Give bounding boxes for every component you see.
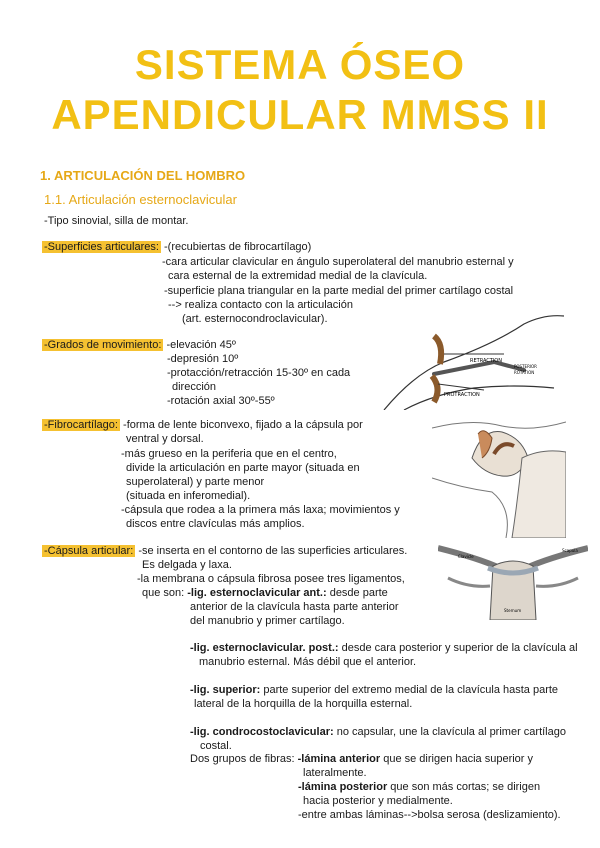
fibro-line-7: -cápsula que rodea a la primera más laxa; movimientos y: [121, 504, 400, 516]
page-title: [0, 40, 600, 140]
rib-outline: [432, 478, 507, 538]
fibro-line-1: [42, 418, 363, 432]
lamina-posterior-text: que son más cortas; se dirigen: [387, 781, 541, 793]
lig-sup-text: parte superior del extremo medial de la clavícula hasta parte: [260, 684, 559, 696]
lig-condro-line-5: [298, 780, 540, 794]
superficies-line-2: -cara articular clavicular en ángulo superolateral del manubrio esternal y: [162, 256, 514, 268]
ligaments-figure: [438, 538, 588, 620]
superficies-line-4: -superficie plana triangular en la parte medial del primer cartílago costal: [164, 285, 514, 297]
section-heading: 1. ARTICULACIÓN DEL HOMBRO: [40, 168, 246, 183]
fibro-line-4: divide la articulación en parte mayor (situada en: [126, 462, 360, 474]
fibro-text-1: -forma de lente biconvexo, fijado a la cápsula por: [119, 419, 363, 431]
fibro-label: -Fibrocartílago:: [44, 419, 118, 431]
capsula-line-1: [42, 544, 407, 558]
grados-line-2: -depresión 10º: [167, 353, 239, 365]
lig-sup-line-2: lateral de la horquilla de la horquilla esternal.: [194, 698, 413, 710]
subsection-heading: 1.1. Articulación esternoclavicular: [44, 192, 237, 207]
title-line-2: APENDICULAR MMSS II: [51, 91, 549, 138]
fibro-line-8: discos entre clavículas más amplios.: [126, 518, 305, 530]
lig-condro-line-4: lateralmente.: [303, 767, 367, 779]
lig-condro-line-1: [190, 725, 566, 739]
scapula-label: Scapula: [562, 548, 578, 553]
capsula-text-4c: desde parte: [326, 587, 388, 599]
fibro-line-3: -más grueso en la periferia que en el centro,: [121, 448, 337, 460]
superficies-label: -Superficies articulares:: [44, 241, 159, 253]
protraction-label: PROTRACTION: [444, 392, 480, 398]
protraction-line: [438, 384, 484, 390]
clavicle-outline: [432, 422, 566, 428]
lig-post-text: desde cara posterior y superior de la clavícula al: [338, 642, 578, 654]
fiber-groups-intro: Dos grupos de fibras:: [190, 753, 298, 765]
lig-post-line-1: [190, 641, 578, 655]
clavicle-label: Clavicle: [458, 554, 474, 559]
grados-line-4: dirección: [172, 381, 217, 393]
superficies-line-6: (art. esternocondroclavicular).: [182, 313, 328, 325]
grados-label: -Grados de movimiento:: [44, 339, 162, 351]
lig-post-line-2: manubrio esternal. Más débil que el anterior.: [199, 656, 417, 668]
lig-condro-line-6: hacia posterior y medialmente.: [303, 795, 453, 807]
lig-esternoclavicular-ant: -lig. esternoclavicular ant.:: [187, 587, 327, 599]
superficies-line-3: cara esternal de la extremidad medial de la clavícula.: [168, 270, 428, 282]
capsula-line-6: del manubrio y primer cartílago.: [190, 615, 345, 627]
fibro-line-5: superolateral) y parte menor: [126, 476, 265, 488]
capsula-text-1: -se inserta en el contorno de las superficies articulares.: [135, 545, 408, 557]
lamina-anterior-title: -lámina anterior: [297, 753, 381, 765]
grados-text-1: -elevación 45º: [163, 339, 236, 351]
lig-condro-line-2: costal.: [200, 740, 232, 752]
sternum-label: Sternum: [504, 608, 522, 613]
retraction-label: RETRACTION: [470, 358, 502, 364]
lamina-posterior-title: -lámina posterior: [298, 781, 388, 793]
rotation-label: ROTATION: [514, 370, 535, 375]
capsula-line-4: [142, 586, 388, 600]
superficies-line-5: --> realiza contacto con la articulación: [168, 299, 353, 311]
right-clavicle: [526, 548, 588, 568]
capsula-label: -Cápsula articular:: [44, 545, 134, 557]
grados-line-3: -protacción/retracción 15-30º en cada: [167, 367, 351, 379]
capsula-text-4a: que son:: [142, 587, 188, 599]
grados-line-5: -rotación axial 30º-55º: [167, 395, 275, 407]
fibrocartilage-figure: [432, 418, 566, 538]
lig-sup-title: -lig. superior:: [190, 684, 261, 696]
lig-condro-text: no capsular, une la clavícula al primer cartílago: [333, 726, 566, 738]
capsula-line-2: Es delgada y laxa.: [142, 559, 232, 571]
intro-text: -Tipo sinovial, silla de montar.: [44, 215, 189, 227]
fibro-line-2: ventral y dorsal.: [126, 433, 204, 445]
lig-post-title: -lig. esternoclavicular. post.:: [190, 642, 339, 654]
posterior-label: POSTERIOR: [514, 364, 537, 369]
lamina-anterior-text: que se dirigen hacia superior y: [380, 753, 534, 765]
lig-condro-line-7: -entre ambas láminas-->bolsa serosa (deslizamiento).: [298, 809, 561, 821]
lig-condro-line-3: [190, 752, 533, 766]
depression-arrow: [432, 376, 438, 402]
elevation-arrow: [434, 336, 441, 364]
lig-condro-title: -lig. condrocostoclavicular:: [190, 726, 334, 738]
lig-sup-line-1: [190, 683, 558, 697]
title-line-1: SISTEMA ÓSEO: [134, 41, 466, 88]
grados-line-1: [42, 338, 236, 352]
capsula-line-3: -la membrana o cápsula fibrosa posee tres ligamentos,: [137, 573, 405, 585]
superficies-line-1: [42, 240, 311, 254]
fibro-line-6: (situada en inferomedial).: [126, 490, 251, 502]
superficies-text-1: -(recubiertas de fibrocartílago): [160, 241, 312, 253]
sc-movement-figure: [374, 314, 564, 410]
capsula-line-5: anterior de la clavícula hasta parte anterior: [190, 601, 399, 613]
